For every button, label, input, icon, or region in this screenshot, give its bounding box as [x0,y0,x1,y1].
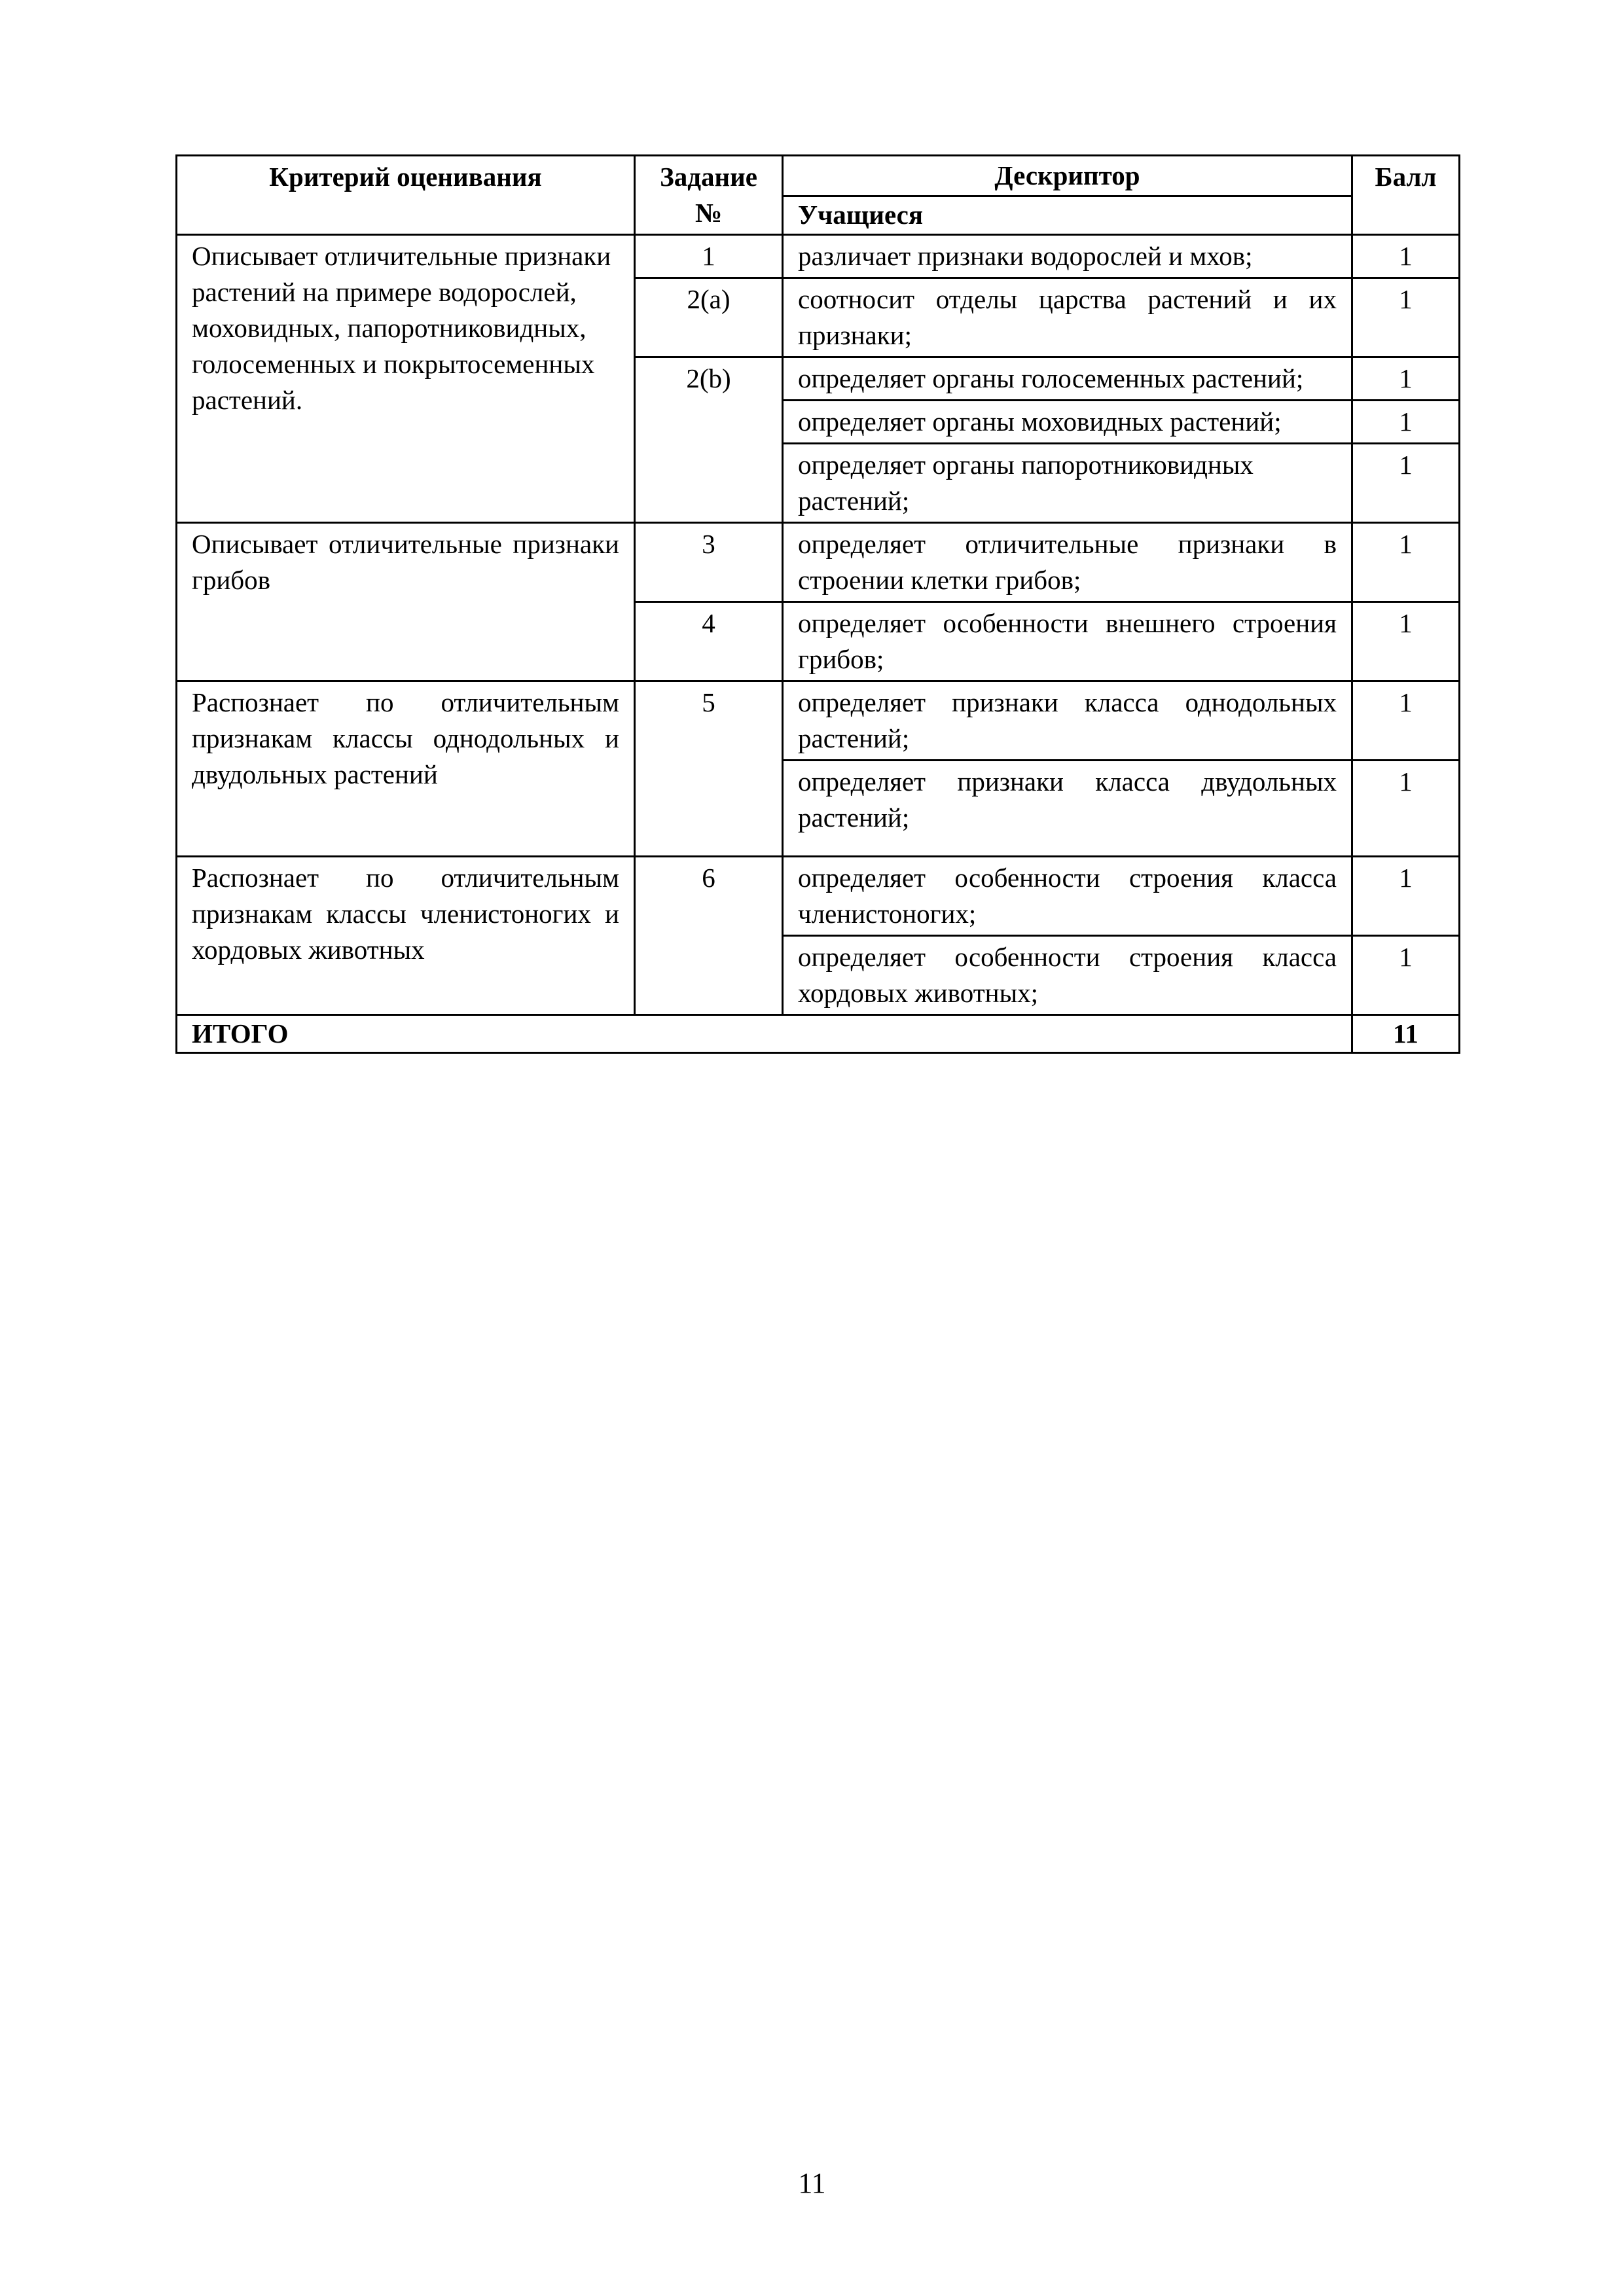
descriptor-cell: определяет признаки класса однодольных растений; [783,681,1352,761]
score-cell: 1 [1352,235,1460,278]
score-cell: 1 [1352,357,1460,401]
table-row [177,523,1460,602]
descriptor-cell: определяет органы папоротниковидных растений; [783,444,1352,523]
task-number: 3 [635,523,783,602]
descriptor-cell: определяет особенности строения класса хордовых животных; [783,936,1352,1015]
score-cell: 1 [1352,857,1460,936]
score-cell: 1 [1352,936,1460,1015]
total-row [177,1015,1460,1053]
descriptor-cell: различает признаки водорослей и мхов; [783,235,1352,278]
task-number: 5 [635,681,783,857]
header-students: Учащиеся [783,196,1352,234]
descriptor-cell: определяет особенности внешнего строения грибов; [783,602,1352,681]
score-cell: 1 [1352,401,1460,444]
table-row [177,235,1460,278]
descriptor-cell: определяет признаки класса двудольных растений; [783,761,1352,857]
score-cell: 1 [1352,761,1460,857]
assessment-rubric-table [175,154,1460,1054]
descriptor-cell: определяет органы моховидных растений; [783,401,1352,444]
criterion-cell: Описывает отличительные признаки растений на примере водорослей, моховидных, папоротниковидных, голосеменных и покрытосеменных растений. [177,235,635,523]
header-criterion: Критерий оценивания [177,156,635,235]
header-task: Задание № [635,156,783,235]
page-number: 11 [798,2167,826,2199]
criterion-cell: Распознает по отличительным признакам классы однодольных и двудольных растений [177,681,635,857]
score-cell: 1 [1352,278,1460,357]
score-cell: 1 [1352,523,1460,602]
score-cell: 1 [1352,602,1460,681]
descriptor-cell: соотносит отделы царства растений и их признаки; [783,278,1352,357]
total-score: 11 [1352,1015,1460,1053]
total-label: ИТОГО [177,1015,1352,1053]
header-descriptor: Дескриптор [783,156,1352,196]
task-number: 1 [635,235,783,278]
score-cell: 1 [1352,444,1460,523]
descriptor-cell: определяет органы голосеменных растений; [783,357,1352,401]
descriptor-cell: определяет отличительные признаки в строении клетки грибов; [783,523,1352,602]
table-row [177,857,1460,936]
criterion-cell: Описывает отличительные признаки грибов [177,523,635,681]
descriptor-cell: определяет особенности строения класса членистоногих; [783,857,1352,936]
task-number: 6 [635,857,783,1015]
table-row [177,681,1460,761]
header-score: Балл [1352,156,1460,235]
criterion-cell: Распознает по отличительным признакам классы членистоногих и хордовых животных [177,857,635,1015]
task-number: 2(b) [635,357,783,523]
task-number: 2(a) [635,278,783,357]
header-row [177,156,1460,196]
task-number: 4 [635,602,783,681]
score-cell: 1 [1352,681,1460,761]
